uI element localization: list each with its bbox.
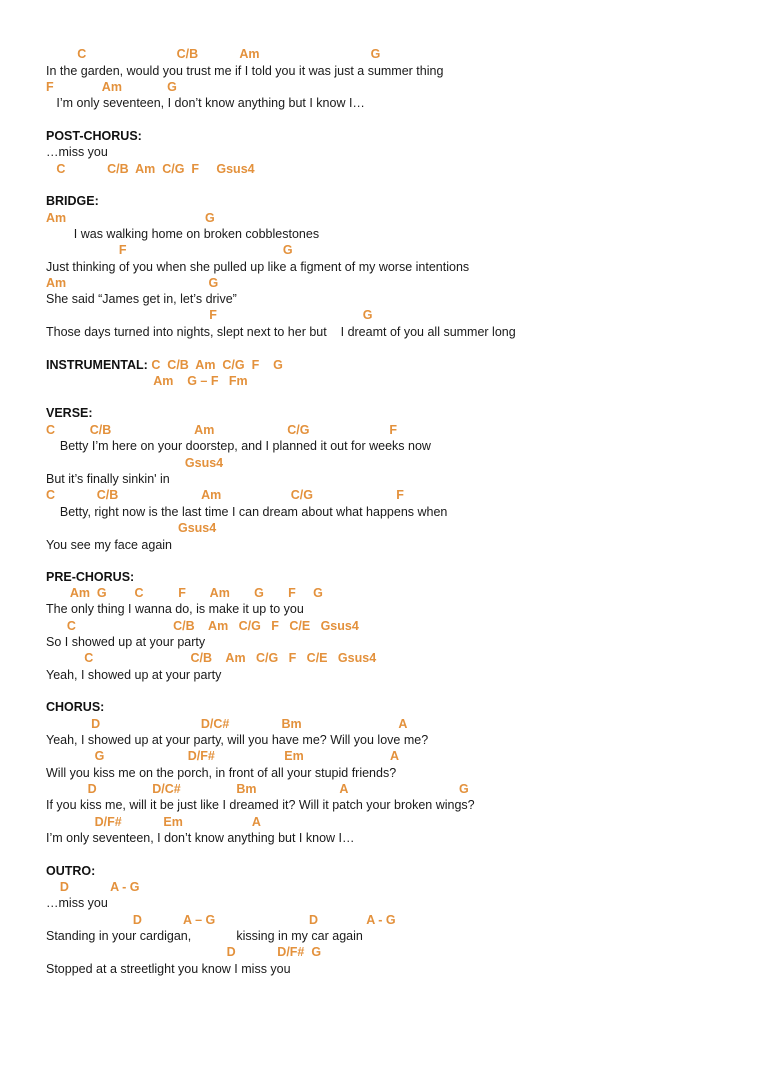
lyric-line: Standing in your cardigan, kissing in my car again xyxy=(46,929,363,943)
chord-line: Am G C F Am G F G xyxy=(46,586,323,600)
lyric-line: You see my face again xyxy=(46,538,173,552)
lyric-line: She said “James get in, let’s drive” xyxy=(46,292,237,306)
lyric-line: Yeah, I showed up at your party, will you have me? Will you love me? xyxy=(46,733,429,747)
section-heading-instrumental: INSTRUMENTAL: xyxy=(46,358,148,372)
chord-line: C C/B Am G xyxy=(46,47,381,61)
chord-line: G D/F# Em A xyxy=(46,749,400,763)
lyric-line: I was walking home on broken cobblestones xyxy=(46,227,320,241)
lyric-line: The only thing I wanna do, is make it up to you xyxy=(46,602,304,616)
lyric-line: I’m only seventeen, I don’t know anything but I know I… xyxy=(46,831,355,845)
section-heading-pre-chorus: PRE-CHORUS: xyxy=(46,570,135,584)
lyric-line: Yeah, I showed up at your party xyxy=(46,668,222,682)
chord-line: D D/C# Bm A G xyxy=(46,782,469,796)
chord-line: F G xyxy=(46,308,373,322)
chord-line: D D/C# Bm A xyxy=(46,717,408,731)
chord-sequence: C C/B Am C/G F G xyxy=(151,358,283,372)
lyric-line: Betty, right now is the last time I can dream about what happens when xyxy=(46,505,448,519)
lyric-line: Those days turned into nights, slept next to her but I dreamt of you all summer long xyxy=(46,325,516,339)
lyric-line: In the garden, would you trust me if I told you it was just a summer thing xyxy=(46,64,444,78)
chord-line: F G xyxy=(46,243,293,257)
chord-line: C C/B Am C/G F xyxy=(46,488,404,502)
lyric-line: If you kiss me, will it be just like I dreamed it? Will it patch your broken wings? xyxy=(46,798,475,812)
chord-line: C C/B Am C/G F C/E Gsus4 xyxy=(46,651,377,665)
lyric-line: …miss you xyxy=(46,896,108,910)
lyric-line: Stopped at a streetlight you know I miss you xyxy=(46,962,291,976)
chord-line: Gsus4 xyxy=(46,521,217,535)
lyric-line: But it’s finally sinkin' in xyxy=(46,472,170,486)
section-heading-post-chorus: POST-CHORUS: xyxy=(46,129,142,143)
section-heading-chorus: CHORUS: xyxy=(46,700,105,714)
chord-line: Am G xyxy=(46,276,219,290)
chord-line: Am G – F Fm xyxy=(46,374,248,388)
chord-line: D A - G xyxy=(46,880,140,894)
chord-line: C C/B Am C/G F Gsus4 xyxy=(46,162,255,176)
lyric-line: …miss you xyxy=(46,145,108,159)
chord-line: C C/B Am C/G F xyxy=(46,423,397,437)
chord-line: D/F# Em A xyxy=(46,815,261,829)
lyric-line: Just thinking of you when she pulled up like a figment of my worse intentions xyxy=(46,260,470,274)
instrumental-line xyxy=(46,357,283,373)
lyric-line: Betty I’m here on your doorstep, and I planned it out for weeks now xyxy=(46,439,431,453)
lyric-line: So I showed up at your party xyxy=(46,635,206,649)
section-heading-bridge: BRIDGE: xyxy=(46,194,99,208)
chord-line: Am G xyxy=(46,211,215,225)
section-heading-verse: VERSE: xyxy=(46,406,93,420)
chord-line: D A – G D A - G xyxy=(46,913,396,927)
lyric-line: I’m only seventeen, I don’t know anything but I know I… xyxy=(46,96,365,110)
section-heading-outro: OUTRO: xyxy=(46,864,96,878)
lyric-line: Will you kiss me on the porch, in front of all your stupid friends? xyxy=(46,766,397,780)
chord-line: D D/F# G xyxy=(46,945,322,959)
chord-line: C C/B Am C/G F C/E Gsus4 xyxy=(46,619,359,633)
chord-line: F Am G xyxy=(46,80,177,94)
chord-line: Gsus4 xyxy=(46,456,224,470)
